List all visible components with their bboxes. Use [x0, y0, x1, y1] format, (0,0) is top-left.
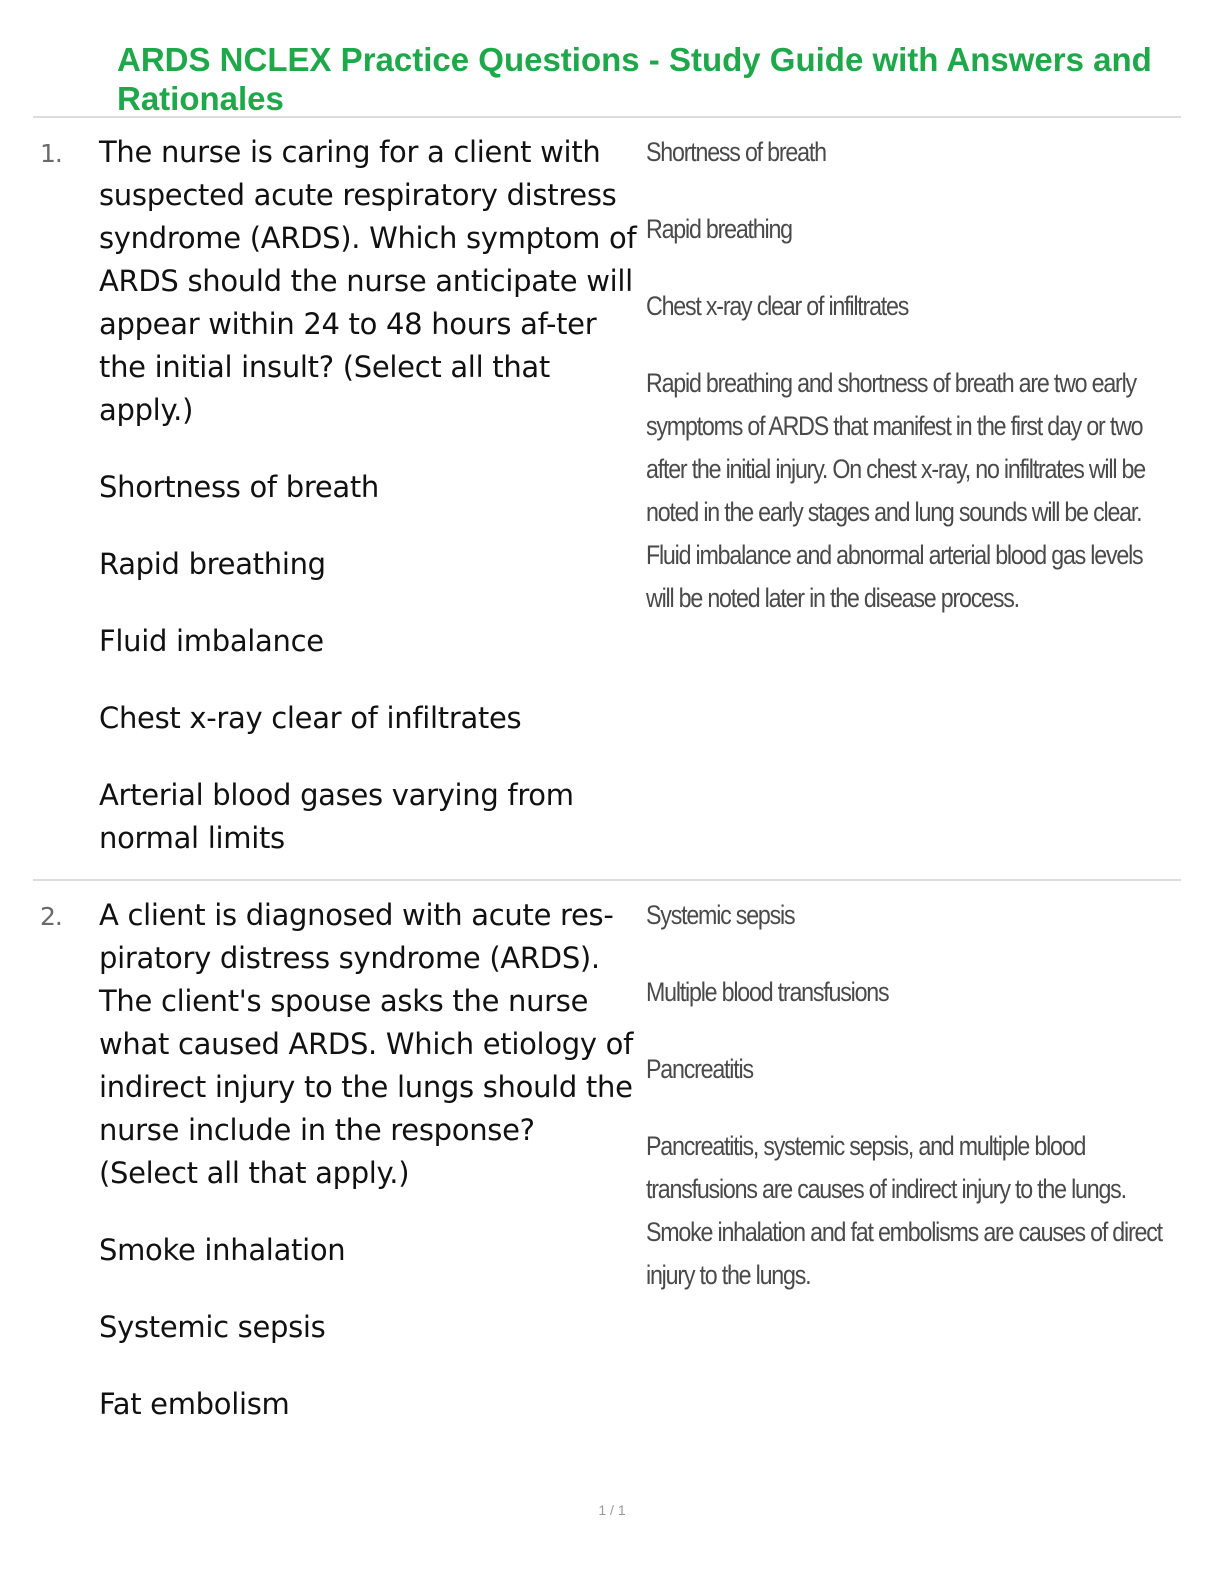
- option-list: [99, 1229, 637, 1426]
- question-body: [99, 131, 637, 860]
- question-number: 1.: [40, 139, 62, 168]
- answer-item: Pancreatitis: [646, 1054, 753, 1084]
- option-item: Chest x-ray clear of infiltrates: [99, 701, 522, 735]
- answer-item: Shortness of breath: [646, 137, 826, 167]
- answer-item: Multiple blood transfusions: [646, 977, 889, 1007]
- question-number: 2.: [40, 902, 62, 931]
- question-divider: [33, 879, 1181, 881]
- option-item: Arterial blood gases varying from normal limits: [99, 778, 574, 855]
- question-text: A client is diagnosed with acute res-piratory distress syndrome (ARDS). The client's spouse asks the nurse what caused ARDS. Which etiology of indirect injury to the lungs should the nurse include in the response? (Select all that apply.): [99, 898, 634, 1190]
- option-item: Smoke inhalation: [99, 1233, 346, 1267]
- option-item: Systemic sepsis: [99, 1310, 326, 1344]
- option-list: [99, 466, 637, 860]
- option-item: Shortness of breath: [99, 470, 380, 504]
- question-body: [99, 894, 637, 1426]
- answer-item: Chest x-ray clear of infiltrates: [646, 291, 909, 321]
- option-item: Rapid breathing: [99, 547, 326, 581]
- option-item: Fat embolism: [99, 1387, 290, 1421]
- title-divider: [33, 116, 1181, 118]
- answer-column: [646, 131, 1181, 620]
- rationale-text: Pancreatitis, systemic sepsis, and multiple blood transfusions are causes of indirect injury to the lungs. Smoke inhalation and fat embolisms are causes of direct injury to the lungs.: [646, 1131, 1162, 1290]
- option-item: Fluid imbalance: [99, 624, 324, 658]
- answer-item: Systemic sepsis: [646, 900, 795, 930]
- question-text: The nurse is caring for a client with suspected acute respiratory distress syndrome (ARDS). Which symptom of ARDS should the nurse anticipate will appear within 24 to 48 hours af-ter the initial insult? (Select all that apply.): [99, 135, 637, 427]
- answer-column: [646, 894, 1181, 1297]
- answer-item: Rapid breathing: [646, 214, 792, 244]
- document-title: ARDS NCLEX Practice Questions - Study Guide with Answers and Rationales: [117, 41, 1152, 117]
- rationale-text: Rapid breathing and shortness of breath are two early symptoms of ARDS that manifest in the first day or two after the initial injury. On chest x-ray, no infiltrates will be noted in the early stages and lung sounds will be clear. Fluid imbalance and abnormal arterial blood gas levels will be noted later in the disease process.: [646, 368, 1145, 613]
- page-indicator: 1 / 1: [598, 1502, 626, 1518]
